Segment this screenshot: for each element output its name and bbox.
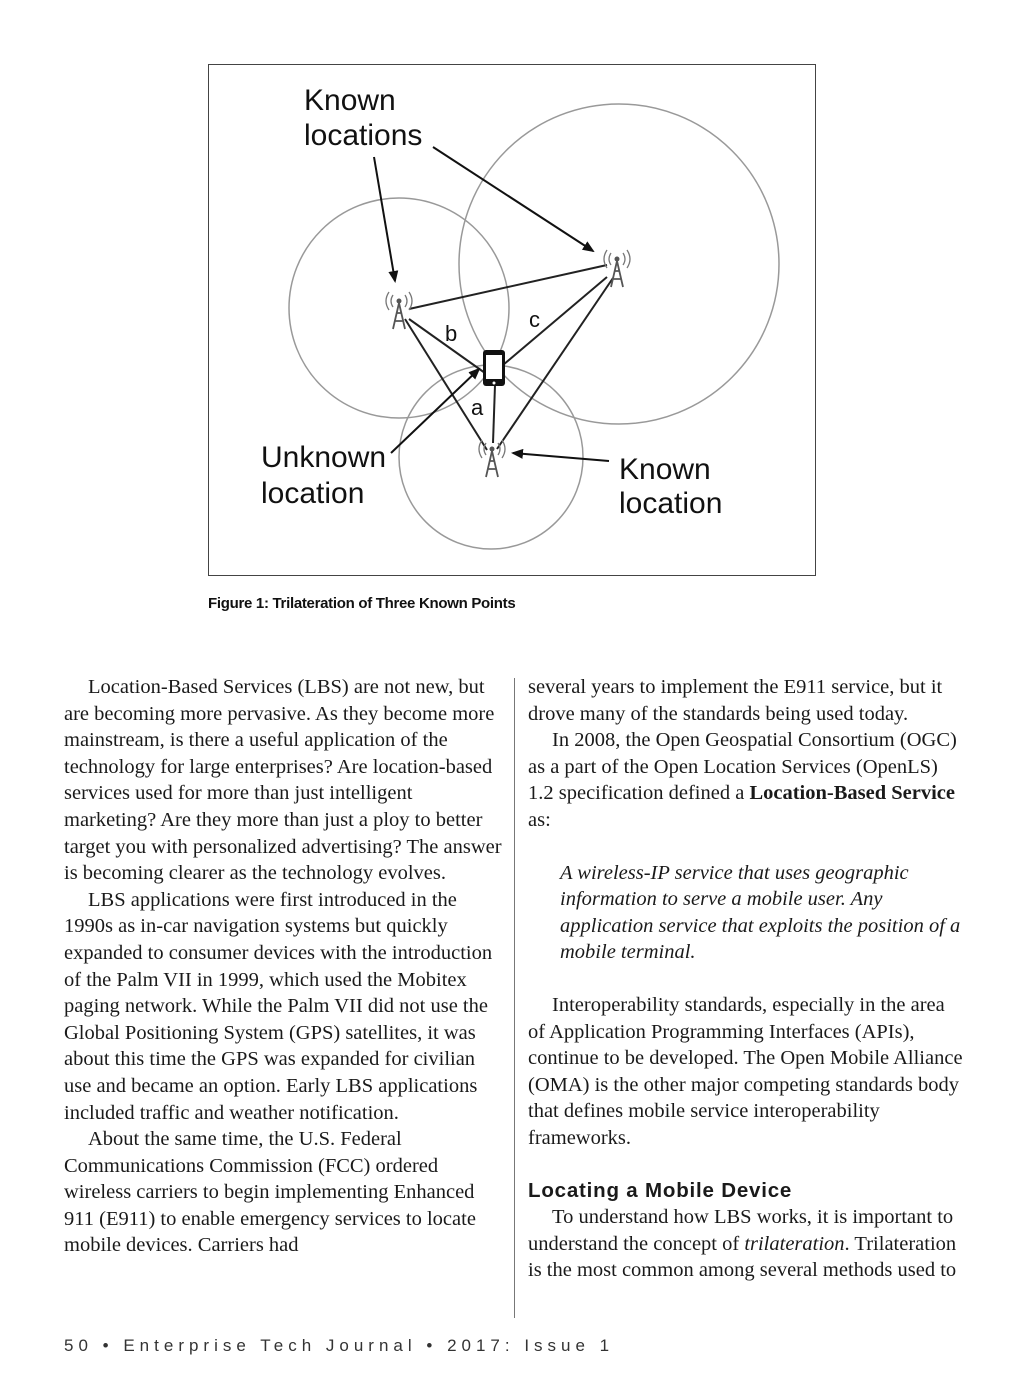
label-edge-a: a <box>471 395 484 420</box>
cell-tower-icon <box>604 250 630 287</box>
trilateration-diagram <box>209 65 815 575</box>
footer-bullet: • <box>102 1336 114 1355</box>
label-known-locations-line1: Known <box>304 84 396 117</box>
label-known-location-line1: Known <box>619 453 711 486</box>
right-paragraph-1: several years to implement the E911 service, but it drove many of the standards being used today. <box>528 676 943 725</box>
distance-line-a <box>493 385 495 443</box>
arrow-unknown-to-phone <box>391 369 479 453</box>
right-paragraph-3: Interoperability standards, especially in the area of Application Programming Interfaces (APIs), continue to be developed. The Open Mobile Alliance (OMA) is the other major competing standards body that defines mobile service interoperability frameworks. <box>528 993 963 1149</box>
left-paragraph-2: LBS applications were first introduced in the 1990s as in-car navigation systems but quickly expanded to consumer devices with the introduction of the Palm VII in 1999, which used the Mobitex paging network. While the Palm VII did not use the Global Positioning System (GPS) satellites, it was about this time the GPS was expanded for civilian use and became an option. Early LBS applications included traffic and weather notification. <box>64 888 493 1124</box>
label-known-locations-line2: locations <box>304 119 423 152</box>
figure-caption: Figure 1: Trilateration of Three Known Points <box>208 595 516 612</box>
right-paragraph-2 <box>528 727 964 833</box>
right-paragraph-4-start: To understand how LBS works, it is important to understand the concept of <box>528 1206 954 1255</box>
page-footer <box>64 1336 614 1356</box>
label-edge-c: c <box>529 307 540 332</box>
label-known-location-line2: location <box>619 487 723 520</box>
label-unknown-location-line1: Unknown <box>261 441 387 474</box>
left-paragraph-3: About the same time, the U.S. Federal Communications Commission (FCC) ordered wireless carriers to begin implementing Enhanced 911 (E911) to enable emergency services to locate mobile devices. Carriers had <box>64 1128 476 1257</box>
figure-trilateration <box>208 64 816 576</box>
distance-line-c <box>503 277 607 365</box>
arrow-known-to-left-tower <box>374 157 395 281</box>
arrow-known-to-right-tower <box>433 147 593 251</box>
label-unknown-location-line2: location <box>261 477 365 510</box>
right-column <box>528 674 964 1284</box>
section-heading-locating-mobile-device: Locating a Mobile Device <box>528 1178 793 1202</box>
right-paragraph-2-text: In 2008, the Open Geospatial Consortium (OGC) as a part of the Open Location Services (OpenLS) 1.2 specification defined a <box>528 729 957 805</box>
range-circle-right <box>459 104 779 424</box>
label-edge-b: b <box>445 321 458 346</box>
right-paragraph-4 <box>528 1204 964 1284</box>
arrow-known-to-bottom-tower <box>513 453 609 461</box>
left-paragraph-1: Location-Based Services (LBS) are not new, but are becoming more pervasive. As they become more mainstream, is there a useful application of the technology for large enterprises? Are location-based services used for more than just intelligent marketing? Are they more than just a ploy to better target you with personalized advertising? The answer is becoming clearer as the technology evolves. <box>64 676 502 885</box>
trilateration-term: trilateration <box>744 1232 845 1255</box>
cell-tower-icon <box>479 440 505 477</box>
issue-label: 2017: Issue 1 <box>447 1336 615 1355</box>
publication-name: Enterprise Tech Journal <box>123 1336 417 1355</box>
right-paragraph-4-end: . Trilateration is the most common among several methods used to <box>528 1232 957 1282</box>
mobile-phone-icon <box>483 350 505 386</box>
footer-bullet: • <box>426 1336 438 1355</box>
ogc-definition-quote: A wireless-IP service that uses geographic information to serve a mobile user. Any application service that exploits the position of a mobile terminal. <box>560 861 961 964</box>
edge-line-right-bottom <box>497 278 613 449</box>
left-column <box>64 674 504 1259</box>
page-number: 50 <box>64 1336 93 1355</box>
column-divider <box>514 678 515 1318</box>
range-circle-left <box>289 198 509 418</box>
right-paragraph-2-tail: as: <box>528 808 551 831</box>
lbs-term-bold: Location-Based Service <box>749 782 955 805</box>
